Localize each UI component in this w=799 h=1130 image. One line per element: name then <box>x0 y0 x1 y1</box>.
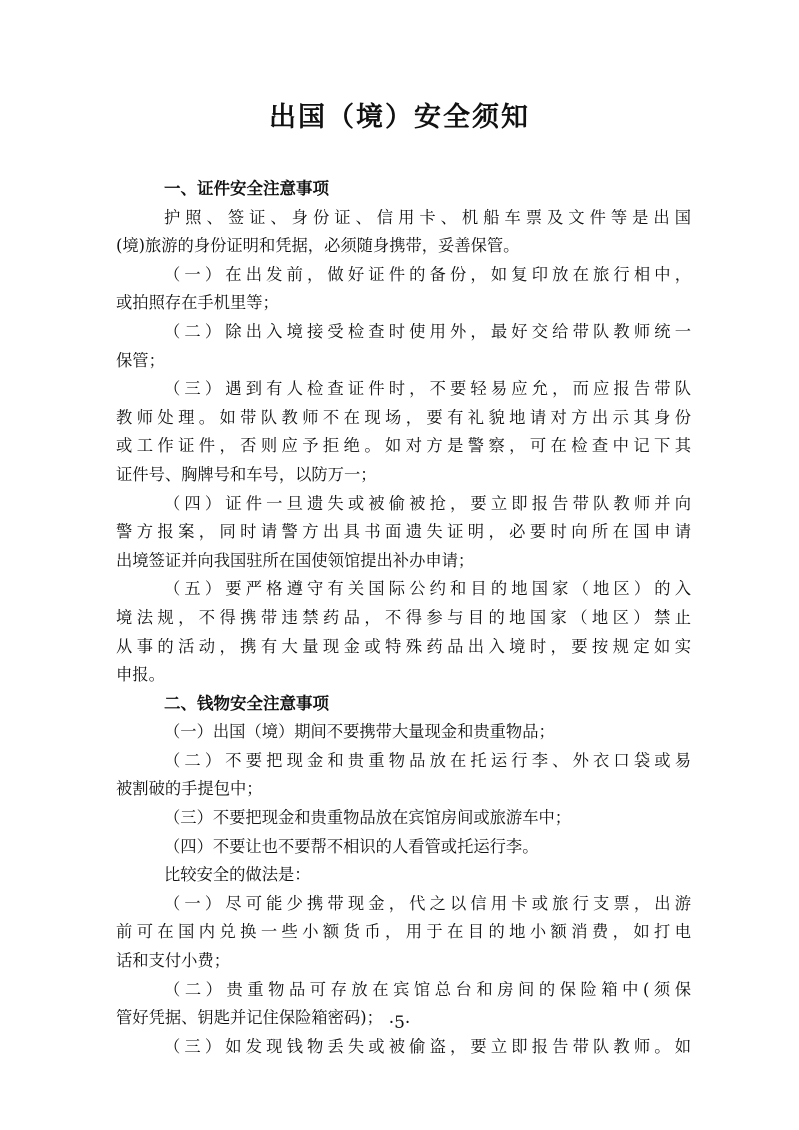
paragraph-line: （一）出国（境）期间不要携带大量现金和贵重物品； <box>164 722 555 742</box>
paragraph-line: 或拍照存在手机里等； <box>116 293 279 313</box>
paragraph-line: 境法规，不得携带违禁药品，不得参与目的地国家（地区）禁止 <box>116 607 691 627</box>
page-number: ·5· <box>388 1013 411 1033</box>
paragraph-line: 警方报案，同时请警方出具书面遗失证明，必要时向所在国申请 <box>116 522 691 542</box>
paragraph-line: （二）不要把现金和贵重物品放在托运行李、外衣口袋或易 <box>164 750 691 770</box>
paragraph-line: 比较安全的做法是： <box>164 865 311 885</box>
paragraph-line: （三）不要把现金和贵重物品放在宾馆房间或旅游车中； <box>164 808 572 828</box>
paragraph-line: 申报。 <box>116 665 165 685</box>
paragraph-line: （五）要严格遵守有关国际公约和目的地国家（地区）的入 <box>164 579 691 599</box>
paragraph-line: （三）如发现钱物丢失或被偷盗，要立即报告带队教师。如 <box>164 1036 691 1056</box>
paragraph-line: （四）证件一旦遗失或被偷被抢，要立即报告带队教师并向 <box>164 493 691 513</box>
section-heading-money: 二、钱物安全注意事项 <box>164 693 329 713</box>
document-title: 出国（境）安全须知 <box>269 102 530 133</box>
document-body <box>116 175 691 1061</box>
section-heading-documents: 一、证件安全注意事项 <box>164 179 329 198</box>
paragraph-line: 管好凭据、钥匙并记住保险箱密码)； <box>116 1008 383 1028</box>
paragraph-line: 或工作证件，否则应予拒绝。如对方是警察，可在检查中记下其 <box>116 436 691 456</box>
paragraph-line: 被割破的手提包中； <box>116 779 263 799</box>
paragraph-line: 前可在国内兑换一些小额货币，用于在目的地小额消费，如打电 <box>116 922 691 942</box>
paragraph-line: 护照、签证、身份证、信用卡、机船车票及文件等是出国 <box>164 207 691 227</box>
paragraph-line: 话和支付小费； <box>116 951 230 971</box>
paragraph-line: （三）遇到有人检查证件时，不要轻易应允，而应报告带队 <box>164 379 691 399</box>
paragraph-line: 从事的活动，携有大量现金或特殊药品出入境时，要按规定如实 <box>116 636 691 656</box>
paragraph-line: 证件号、胸牌号和车号，以防万一； <box>116 464 377 484</box>
paragraph-line: (境)旅游的身份证明和凭据，必须随身携带，妥善保管。 <box>116 236 520 256</box>
paragraph-line: （二）除出入境接受检查时使用外，最好交给带队教师统一 <box>164 321 691 341</box>
paragraph-line: 保管； <box>116 350 165 370</box>
paragraph-line: （一）在出发前，做好证件的备份，如复印放在旅行相中， <box>164 264 691 284</box>
paragraph-line: 教师处理。如带队教师不在现场，要有礼貌地请对方出示其身份 <box>116 407 691 427</box>
paragraph-line: （一）尽可能少携带现金，代之以信用卡或旅行支票，出游 <box>164 893 691 913</box>
paragraph-line: （四）不要让也不要帮不相识的人看管或托运行李。 <box>164 836 539 856</box>
paragraph-line: （二）贵重物品可存放在宾馆总台和房间的保险箱中(须保 <box>164 979 691 999</box>
paragraph-line: 出境签证并向我国驻所在国使领馆提出补办申请； <box>116 550 475 570</box>
